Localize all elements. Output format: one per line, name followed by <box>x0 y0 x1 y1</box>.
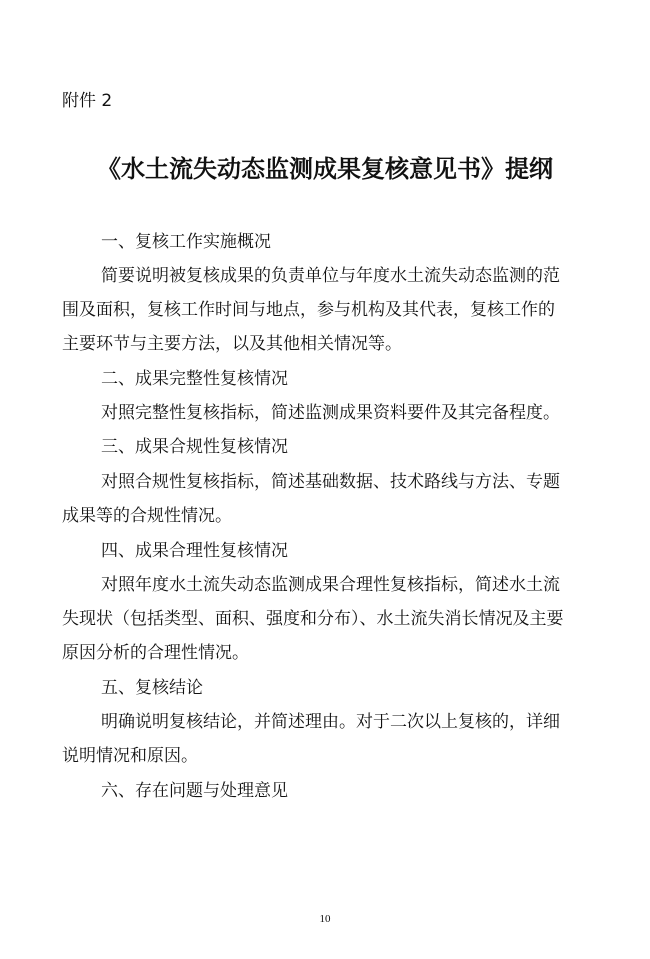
page-number: 10 <box>319 913 331 925</box>
section-2-line-1: 对照完整性复核指标，简述监测成果资料要件及其完备程度。 <box>101 403 560 423</box>
section-heading-4: 四、成果合理性复核情况 <box>101 541 288 561</box>
section-5-line-1: 明确说明复核结论，并简述理由。对于二次以上复核的，详细 <box>101 712 560 732</box>
section-1-line-3: 主要环节与主要方法，以及其他相关情况等。 <box>62 334 402 354</box>
section-heading-2: 二、成果完整性复核情况 <box>101 369 288 389</box>
attachment-label: 附件 2 <box>62 91 113 111</box>
section-1-line-1: 简要说明被复核成果的负责单位与年度水土流失动态监测的范 <box>101 266 560 286</box>
section-3-line-1: 对照合规性复核指标，简述基础数据、技术路线与方法、专题 <box>101 472 560 492</box>
section-5-line-2: 说明情况和原因。 <box>62 746 198 766</box>
section-1-line-2: 围及面积，复核工作时间与地点，参与机构及其代表，复核工作的 <box>62 300 555 320</box>
section-heading-1: 一、复核工作实施概况 <box>101 232 271 252</box>
document-title: 《水土流失动态监测成果复核意见书》提纲 <box>97 155 553 183</box>
section-4-line-1: 对照年度水土流失动态监测成果合理性复核指标，简述水土流 <box>101 575 560 595</box>
section-heading-5: 五、复核结论 <box>101 678 203 698</box>
section-4-line-2: 失现状（包括类型、面积、强度和分布）、水土流失消长情况及主要 <box>62 609 564 629</box>
section-4-line-3: 原因分析的合理性情况。 <box>62 643 249 663</box>
section-heading-3: 三、成果合规性复核情况 <box>101 437 288 457</box>
section-3-line-2: 成果等的合规性情况。 <box>62 506 232 526</box>
section-heading-6: 六、存在问题与处理意见 <box>101 781 288 801</box>
